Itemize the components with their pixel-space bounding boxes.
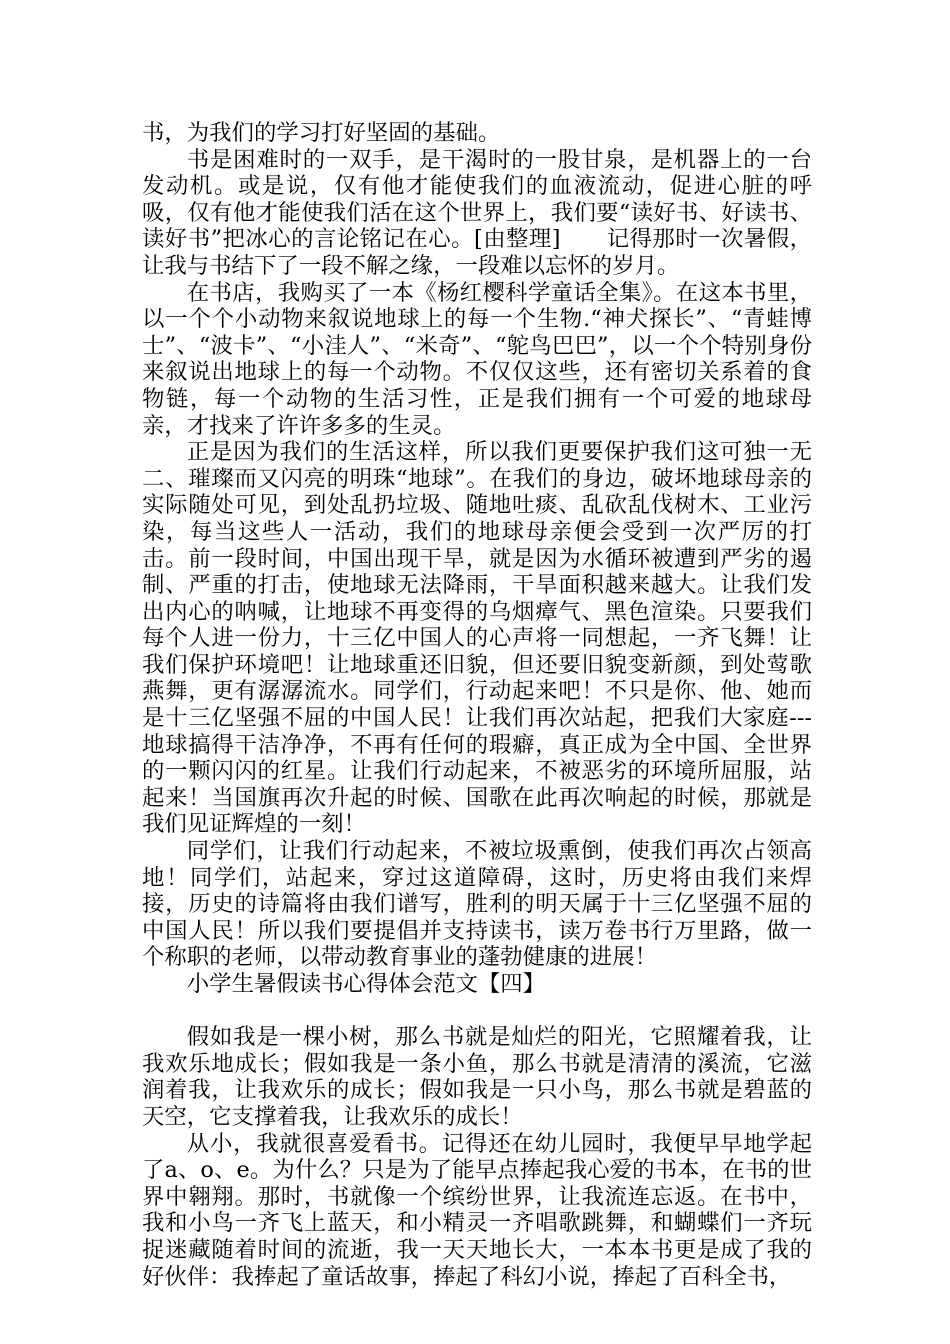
- paragraph-continuation: 书，为我们的学习打好坚固的基础。: [142, 120, 501, 146]
- paragraph-call-to-action: 同学们，让我们行动起来，不被垃圾熏倒，使我们再次占领高地！同学们，站起来，穿过这道障碍，这时，历史将由我们来焊接，历史的诗篇将由我们谱写，胜利的明天属于十三亿坚强不屈的中国人民！所以我们要提倡并支持读书，读万卷书行万里路，做一个称职的老师，以带动教育事业的蓬勃健康的进展！: [142, 838, 812, 971]
- paragraph-bookstore: 在书店，我购买了一本《杨红樱科学童话全集》。在这本书里，以一个个小动物来叙说地球上的每一个生物.“神犬探长”、“青蛙博士”、“波卡”、“小洼人”、“米奇”、“鸵鸟巴巴”，以一个个特别身份来叙说出地球上的每一个动物。不仅仅这些，还有密切关系着的食物链，每一个动物的生活习性，正是我们拥有一个可爱的地球母亲，才找来了许许多多的生灵。: [142, 279, 812, 439]
- paragraph-little-tree: 假如我是一棵小树，那么书就是灿烂的阳光，它照耀着我，让我欢乐地成长；假如我是一条小鱼，那么书就是清清的溪流，它滋润着我，让我欢乐的成长；假如我是一只小鸟，那么书就是碧蓝的天空，它支撑着我，让我欢乐的成长！: [142, 1024, 812, 1130]
- document-page: [142, 120, 812, 1290]
- paragraph-protect-earth: 正是因为我们的生活这样，所以我们更要保护我们这可独一无二、璀璨而又闪亮的明珠“地球”。在我们的身边，破坏地球母亲的实际随处可见，到处乱扔垃圾、随地吐痰、乱砍乱伐树木、工业污染，每当这些人一活动，我们的地球母亲便会受到一次严厉的打击。前一段时间，中国出现干旱，就是因为水循环被遭到严劣的遏制、严重的打击，使地球无法降雨，干旱面积越来越大。让我们发出内心的呐喊，让地球不再变得的乌烟瘴气、黑色渲染。只要我们每个人进一份力，十三亿中国人的心声将一同想起，一齐飞舞！让我们保护环境吧！让地球重还旧貌，但还要旧貌变新颜，到处莺歌燕舞，更有潺潺流水。同学们，行动起来吧！不只是你、他、她而是十三亿坚强不屈的中国人民！让我们再次站起，把我们大家庭---地球搞得干洁净净，不再有任何的瑕癖，真正成为全中国、全世界的一颗闪闪的红星。让我们行动起来，不被恶劣的环境所屈服，站起来！当国旗再次升起的时候、国歌在此再次响起的时候，那就是我们见证辉煌的一刻！: [142, 439, 812, 838]
- blank-line: [142, 998, 812, 1025]
- section-heading: 小学生暑假读书心得体会范文【四】: [186, 971, 546, 997]
- paragraph-childhood-reading: 从小，我就很喜爱看书。记得还在幼儿园时，我便早早地学起了a、o、e。为什么？只是为了能早点捧起我心爱的书本，在书的世界中翱翔。那时，书就像一个缤纷世界，让我流连忘返。在书中，我和小鸟一齐飞上蓝天，和小精灵一齐唱歌跳舞，和蝴蝶们一齐玩捉迷藏随着时间的流逝，我一天天地长大，一本本书更是成了我的好伙伴：我捧起了童话故事，捧起了科幻小说，捧起了百科全书，: [142, 1130, 812, 1290]
- paragraph-book-metaphor: 书是困难时的一双手，是干渴时的一股甘泉，是机器上的一台发动机。或是说，仅有他才能使我们的血液流动，促进心脏的呼吸，仅有他才能使我们活在这个世界上，我们要“读好书、好读书、读好书”把冰心的言论铭记在心。[由整理] 记得那时一次暑假，让我与书结下了一段不解之缘，一段难以忘怀的岁月。: [142, 146, 812, 279]
